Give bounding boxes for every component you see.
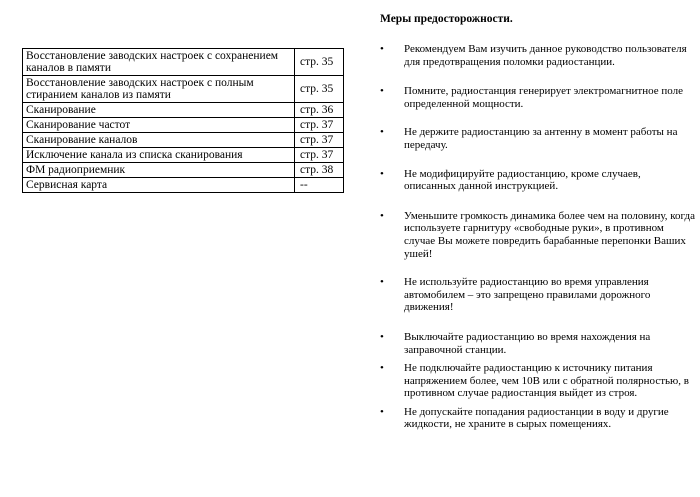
toc-title: Исключение канала из списка сканирования [23,148,295,163]
toc-title: Сканирование [23,103,295,118]
safety-item [380,43,695,68]
safety-item-text: Не используйте радиостанцию во время управления автомобилем – это запрещено правилами дорожного движения! [404,276,651,314]
toc-page: стр. 37 [295,118,344,133]
toc-page: стр. 38 [295,163,344,178]
bullet-icon: • [380,362,384,375]
safety-section [380,12,695,431]
toc-row [23,163,344,178]
safety-title: Меры предосторожности. [380,13,513,25]
toc-table [22,48,344,193]
toc-title: Сканирование частот [23,118,295,133]
toc-page: стр. 35 [295,49,344,76]
safety-item-text: Помните, радиостанция генерирует электромагнитное поле определенной мощности. [404,85,683,110]
bullet-icon: • [380,330,384,343]
toc-title: Восстановление заводских настроек с полным стиранием каналов из памяти [23,76,295,103]
toc-page: стр. 37 [295,133,344,148]
toc-row [23,103,344,118]
bullet-icon: • [380,167,384,180]
toc-row [23,49,344,76]
safety-item-text: Не допускайте попадания радиостанции в воду и другие жидкости, не храните в сырых помещениях. [404,405,669,431]
safety-item-text: Выключайте радиостанцию во время нахождения на заправочной станции. [404,330,651,356]
toc-row [23,178,344,193]
safety-item [380,126,695,151]
bullet-icon: • [380,126,384,139]
toc-row [23,118,344,133]
safety-item [380,362,695,400]
toc-page: стр. 35 [295,76,344,103]
safety-item [380,406,695,431]
bullet-icon: • [380,276,384,289]
toc-row [23,133,344,148]
safety-list [380,43,695,431]
safety-item [380,276,695,314]
toc-title: Восстановление заводских настроек с сохранением каналов в памяти [23,49,295,76]
toc-page: -- [295,178,344,193]
safety-item-text: Рекомендуем Вам изучить данное руководство пользователя для предотвращения поломки радиостанции. [404,43,687,68]
safety-item-text: Уменьшите громкость динамика более чем на половину, когда используете гарнитуру «свободные руки», в противном случае Вы можете повредить барабанные перепонки Ваших ушей! [404,209,695,260]
toc-row [23,76,344,103]
bullet-icon: • [380,43,384,55]
safety-item-text: Не держите радиостанцию за антенну в момент работы на передачу. [404,126,678,151]
bullet-icon: • [380,85,384,98]
safety-item-text: Не подключайте радиостанцию к источнику питания напряжением более, чем 10В или с обратной полярностью, в противном случае радиостанция выйдет из строя. [404,362,689,400]
bullet-icon: • [380,405,384,418]
safety-item-text: Не модифицируйте радиостанцию, кроме случаев, описанных данной инструкцией. [404,167,641,193]
toc-page: стр. 37 [295,148,344,163]
safety-item [380,85,695,110]
toc-title: Сканирование каналов [23,133,295,148]
toc-page: стр. 36 [295,103,344,118]
toc-title: Сервисная карта [23,178,295,193]
safety-item [380,168,695,193]
safety-item [380,210,695,260]
bullet-icon: • [380,209,384,222]
toc-title: ФМ радиоприемник [23,163,295,178]
toc-row [23,148,344,163]
safety-item [380,331,695,356]
